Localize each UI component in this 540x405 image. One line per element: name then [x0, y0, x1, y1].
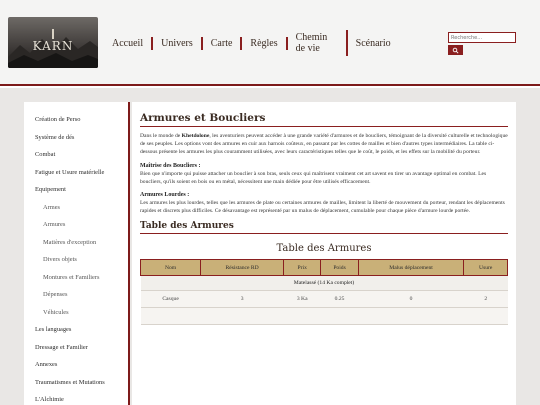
- nav-regles[interactable]: Règles: [242, 37, 287, 50]
- col-nom: Nom: [141, 260, 201, 276]
- nav-scenario[interactable]: Scénario: [355, 37, 391, 49]
- table-title: Table des Armures: [276, 243, 372, 255]
- logo-image: [8, 17, 98, 68]
- sidebar-item-systeme-de-des[interactable]: Système de dés: [35, 133, 75, 141]
- nav-accueil[interactable]: Accueil: [104, 37, 153, 50]
- sidebar-subitem-armures[interactable]: Armures: [43, 221, 66, 228]
- page-title: Armures et Boucliers: [140, 112, 266, 124]
- cell-prix: 3 Ka: [284, 291, 321, 308]
- col-prix: Prix: [284, 260, 321, 276]
- shield-heading: Maîtrise des Boucliers :: [140, 162, 201, 169]
- armor-table: [140, 259, 508, 325]
- search-button[interactable]: [448, 45, 463, 55]
- sidebar-subitem-depenses[interactable]: Dépenses: [43, 291, 68, 298]
- sidebar-subitem-armes[interactable]: Armes: [43, 203, 61, 211]
- col-usure: Usure: [464, 260, 508, 276]
- cell-nom: Casque: [141, 291, 201, 308]
- cell-resistance: 3: [201, 291, 284, 308]
- sidebar-item-traumatismes[interactable]: Traumatismes et Mutations: [35, 378, 105, 386]
- title-divider: [140, 126, 508, 127]
- nav-carte[interactable]: Carte: [203, 37, 243, 50]
- shield-paragraph: Bien que n'importe qui puisse attacher un bouclier à son bras, seuls ceux qui maîtrisent vraiment cet art savent en tirer un avantage optimal en combat. Les boucliers, qu'ils soient en bois ou en métal, nécessitent une main dédiée pour être utilisés efficacement.: [140, 170, 487, 185]
- group-label: Matelassé (14 Ka complet): [141, 276, 508, 291]
- table-group-row: [141, 276, 508, 291]
- sidebar-item-annexes[interactable]: Annexes: [35, 361, 58, 368]
- table-header-row: [141, 260, 508, 276]
- col-poids: Poids: [321, 260, 358, 276]
- sidebar-subitem-montures[interactable]: Montures et Familiers: [43, 273, 100, 281]
- cell-poids: 0.25: [321, 291, 358, 308]
- table-row: [141, 308, 508, 325]
- sidebar-item-languages[interactable]: Les languages: [35, 326, 72, 333]
- col-malus: Malus déplacement: [358, 260, 464, 276]
- sidebar-subitem-matieres[interactable]: Matières d'exception: [43, 238, 97, 246]
- article-content: [132, 102, 516, 405]
- sidebar-menu: [24, 102, 130, 405]
- main-nav: [104, 28, 399, 58]
- karn-logo[interactable]: [8, 17, 98, 68]
- search-icon: [452, 47, 459, 54]
- sidebar-subitem-divers-objets[interactable]: Divers objets: [43, 256, 77, 263]
- main-area: [0, 88, 540, 405]
- section-title: Table des Armures: [140, 221, 234, 232]
- cell-malus: 0: [358, 291, 464, 308]
- heavy-armor-paragraph: Les armures les plus lourdes, telles que les armures de plate ou certaines armures de mailles, limitent la liberté de mouvement du porteur, rendant les déplacements rapides et discrets plus difficiles. Ce désavantage est représenté par un malus de déplacement, cumulable pour chaque pièce d'armure lourde portée.: [140, 200, 505, 215]
- col-resistance: Résistance RD: [201, 260, 284, 276]
- heavy-armor-heading: Armures Lourdes :: [140, 192, 190, 199]
- table-row: [141, 291, 508, 308]
- nav-univers[interactable]: Univers: [153, 37, 203, 50]
- sidebar-item-equipement[interactable]: Equipement: [35, 186, 66, 193]
- search-input[interactable]: [448, 32, 516, 43]
- logo-text: KARN: [32, 39, 74, 53]
- intro-paragraph: Dans le monde de Khetdolone, les aventuriers peuvent accéder à une grande variété d'armures et de boucliers, témoignant de la diversité culturelle et technologique de ses peuples. Les options vont des armures en cuir aux harnois coûteux, en passant par les cottes de mailles et bien d'autres types intermédiaires. La table ci-dessous présente les armures les plus couramment utilisées, avec leurs caractéristiques telles que le coût, le poids, et les effets sur la mobilité du porteur.: [140, 133, 508, 156]
- cell-usure: 2: [464, 291, 508, 308]
- sidebar-item-fatigue[interactable]: Fatigue et Usure matérielle: [35, 168, 105, 176]
- search-box: [448, 32, 516, 55]
- sidebar-item-creation-de-perso[interactable]: Création de Perso: [35, 116, 81, 123]
- nav-chemin-de-vie[interactable]: Chemin de vie: [288, 30, 348, 56]
- sidebar-item-dressage[interactable]: Dressage et Familier: [35, 343, 88, 351]
- sidebar-item-combat[interactable]: Combat: [35, 151, 56, 158]
- site-header: [0, 0, 540, 86]
- sidebar-subitem-vehicules[interactable]: Véhicules: [43, 308, 69, 316]
- sidebar-item-alchimie[interactable]: L'Alchimie: [35, 396, 64, 403]
- world-name: Khetdolone: [181, 133, 210, 139]
- section-divider: [140, 233, 508, 234]
